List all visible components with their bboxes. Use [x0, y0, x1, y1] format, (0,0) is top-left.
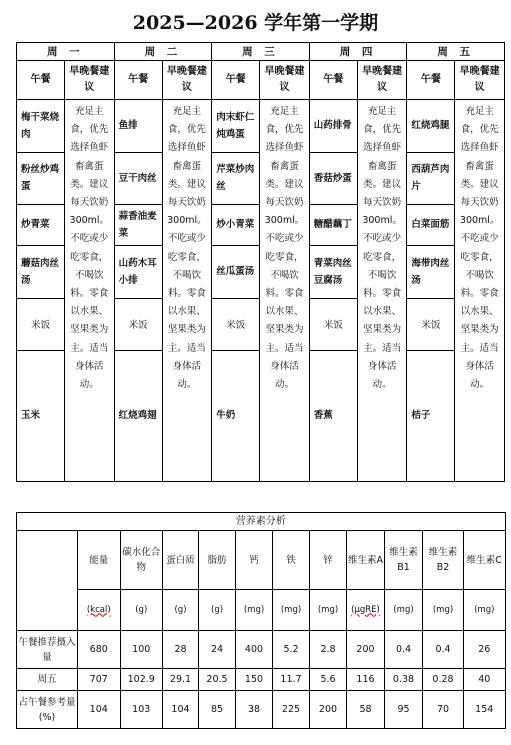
nutrient-value: 40	[464, 669, 506, 691]
lunch-column-header: 午餐	[212, 61, 260, 100]
nutrient-value: 400	[236, 631, 273, 669]
nutrient-unit: (g)	[120, 590, 163, 631]
lunch-dish: 牛奶	[212, 350, 260, 481]
row-label: 占午餐参考量(%)	[17, 691, 78, 729]
advice-column-header: 早晚餐建议	[162, 61, 212, 100]
nutrient-unit: (kcal)	[78, 590, 121, 631]
nutrient-header: 维生素B2	[423, 531, 464, 590]
lunch-dish: 鱼排	[114, 100, 162, 153]
nutrient-unit: (mg)	[273, 590, 310, 631]
nutrient-value: 102.9	[120, 669, 163, 691]
nutrient-value: 150	[236, 669, 273, 691]
lunch-dish: 米饭	[114, 299, 162, 351]
nutrient-unit: (mg)	[385, 590, 423, 631]
lunch-column-header: 午餐	[114, 61, 162, 100]
advice-column-header: 早晚餐建议	[455, 61, 505, 100]
nutrient-unit: (mg)	[464, 590, 506, 631]
nutrient-value: 70	[423, 691, 464, 729]
nutrient-header: 锌	[310, 531, 347, 590]
corner-cell	[17, 531, 78, 631]
nutrient-value: 11.7	[273, 669, 310, 691]
page-title: 2025—2026 学年第一学期	[132, 12, 379, 34]
lunch-dish: 粉丝炒鸡蛋	[17, 152, 65, 205]
nutrient-header: 蛋白质	[163, 531, 199, 590]
advice-column-header: 早晚餐建议	[65, 61, 115, 100]
nutrient-header: 维生素C	[464, 531, 506, 590]
lunch-dish: 糖醋藕丁	[309, 205, 357, 245]
nutrient-header: 能量	[78, 531, 121, 590]
lunch-dish: 香菇炒蛋	[309, 152, 357, 205]
nutrient-unit: (g)	[199, 590, 236, 631]
nutrient-unit: (mg)	[423, 590, 464, 631]
nutrient-header: 维生素A	[347, 531, 385, 590]
lunch-column-header: 午餐	[407, 61, 455, 100]
nutrient-value: 104	[78, 691, 121, 729]
lunch-dish: 青菜肉丝豆腐汤	[309, 245, 357, 299]
lunch-dish: 山药排骨	[309, 100, 357, 153]
lunch-dish: 米饭	[309, 299, 357, 351]
nutrient-value: 0.4	[385, 631, 423, 669]
lunch-column-header: 午餐	[17, 61, 65, 100]
lunch-dish: 香蕉	[309, 350, 357, 481]
lunch-dish: 白菜面筋	[407, 205, 455, 245]
nutrient-value: 2.8	[310, 631, 347, 669]
lunch-dish: 芹菜炒肉丝	[212, 152, 260, 205]
day-header: 周 四	[309, 43, 407, 61]
nutrient-header: 铁	[273, 531, 310, 590]
nutrient-unit: (mg)	[236, 590, 273, 631]
meal-advice: 充足主食，优先选择鱼虾畜禽蛋类。建议每天饮奶300ml。不吃或少吃零食，不喝饮料。零食以水果、坚果类为主。适当身体活动。	[162, 100, 212, 482]
meal-advice: 充足主食，优先选择鱼虾畜禽蛋类。建议每天饮奶300ml。不吃或少吃零食，不喝饮料。零食以水果、坚果类为主。适当身体活动。	[65, 100, 115, 482]
lunch-dish: 蘑菇肉丝汤	[17, 245, 65, 299]
nutrient-value: 95	[385, 691, 423, 729]
nutrient-unit: (mg)	[310, 590, 347, 631]
nutrient-value: 200	[347, 631, 385, 669]
nutrient-value: 0.4	[423, 631, 464, 669]
lunch-dish: 肉末虾仁炖鸡蛋	[212, 100, 260, 153]
meal-advice: 充足主食，优先选择鱼虾畜禽蛋类。建议每天饮奶300ml。不吃或少吃零食，不喝饮料。零食以水果、坚果类为主。适当身体活动。	[260, 100, 310, 482]
lunch-column-header: 午餐	[309, 61, 357, 100]
meal-advice: 充足主食，优先选择鱼虾畜禽蛋类。建议每天饮奶300ml。不吃或少吃零食，不喝饮料。零食以水果、坚果类为主。适当身体活动。	[357, 100, 407, 482]
nutrient-value: 100	[120, 631, 163, 669]
lunch-dish: 米饭	[212, 299, 260, 351]
lunch-dish: 梅干菜烧肉	[17, 100, 65, 153]
weekly-menu-table	[16, 42, 505, 482]
nutrient-value: 0.28	[423, 669, 464, 691]
lunch-dish: 红烧鸡翅	[114, 350, 162, 481]
lunch-dish: 红烧鸡腿	[407, 100, 455, 153]
nutrient-value: 29.1	[163, 669, 199, 691]
nutrient-value: 200	[310, 691, 347, 729]
nutrient-value: 680	[78, 631, 121, 669]
nutrient-header: 钙	[236, 531, 273, 590]
nutrient-value: 104	[163, 691, 199, 729]
nutrient-value: 154	[464, 691, 506, 729]
lunch-dish: 米饭	[17, 299, 65, 351]
lunch-dish: 西葫芦肉片	[407, 152, 455, 205]
row-label: 周五	[17, 669, 78, 691]
nutrient-value: 5.2	[273, 631, 310, 669]
lunch-dish: 丝瓜蛋汤	[212, 245, 260, 299]
nutrient-value: 20.5	[199, 669, 236, 691]
nutrient-value: 103	[120, 691, 163, 729]
nutrient-unit: (g)	[163, 590, 199, 631]
day-header: 周 三	[212, 43, 310, 61]
lunch-dish: 炒青菜	[17, 205, 65, 245]
nutrition-title: 营养素分析	[17, 513, 506, 531]
nutrient-value: 26	[464, 631, 506, 669]
nutrient-header: 碳水化合物	[120, 531, 163, 590]
nutrient-unit: (μgRE)	[347, 590, 385, 631]
lunch-dish: 炒小青菜	[212, 205, 260, 245]
nutrition-table	[16, 512, 506, 729]
advice-column-header: 早晚餐建议	[260, 61, 310, 100]
nutrient-value: 24	[199, 631, 236, 669]
nutrient-value: 38	[236, 691, 273, 729]
nutrient-value: 28	[163, 631, 199, 669]
nutrient-value: 116	[347, 669, 385, 691]
lunch-dish: 豆干肉丝	[114, 152, 162, 205]
lunch-dish: 山药木耳小排	[114, 245, 162, 299]
day-header: 周 五	[407, 43, 505, 61]
day-header: 周 二	[114, 43, 212, 61]
nutrient-value: 58	[347, 691, 385, 729]
lunch-dish: 海带肉丝汤	[407, 245, 455, 299]
advice-column-header: 早晚餐建议	[357, 61, 407, 100]
row-label: 午餐推荐摄入量	[17, 631, 78, 669]
day-header: 周 一	[17, 43, 115, 61]
lunch-dish: 桔子	[407, 350, 455, 481]
lunch-dish: 米饭	[407, 299, 455, 351]
lunch-dish: 玉米	[17, 350, 65, 481]
nutrient-value: 225	[273, 691, 310, 729]
nutrient-value: 707	[78, 669, 121, 691]
nutrient-value: 85	[199, 691, 236, 729]
nutrient-value: 0.38	[385, 669, 423, 691]
lunch-dish: 蒜香油麦菜	[114, 205, 162, 245]
nutrient-header: 脂肪	[199, 531, 236, 590]
nutrient-header: 维生素B1	[385, 531, 423, 590]
meal-advice: 充足主食，优先选择鱼虾畜禽蛋类。建议每天饮奶300ml。不吃或少吃零食，不喝饮料。零食以水果、坚果类为主。适当身体活动。	[455, 100, 505, 482]
nutrient-value: 5.6	[310, 669, 347, 691]
